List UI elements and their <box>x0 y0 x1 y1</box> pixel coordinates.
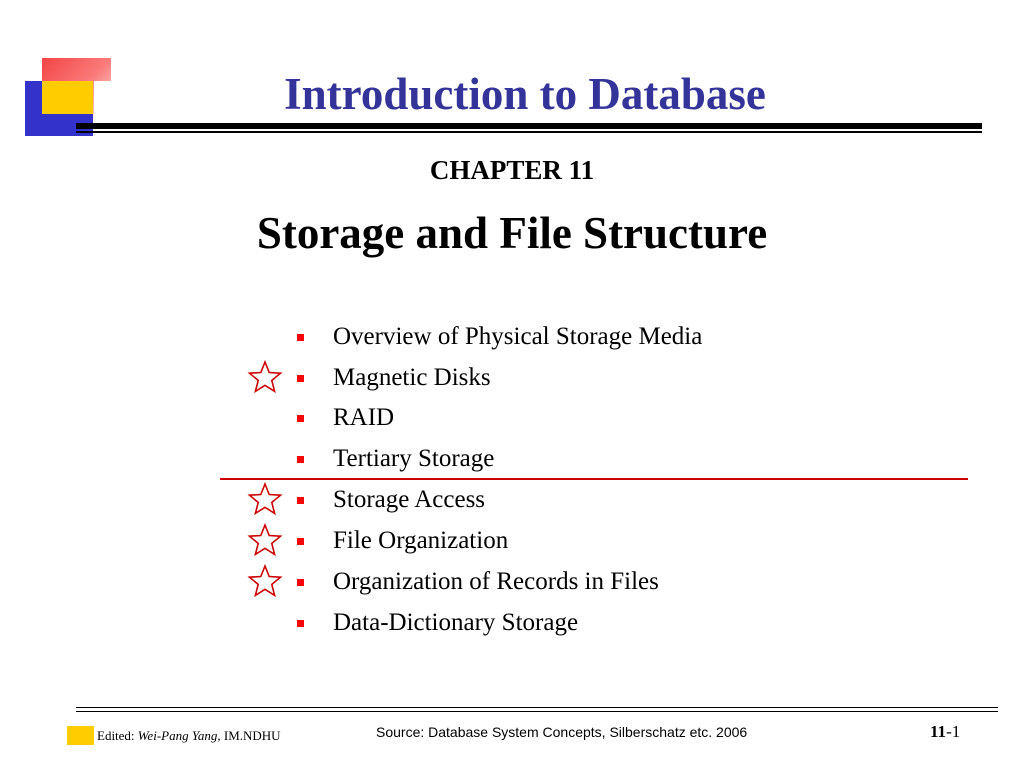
square-bullet-icon <box>297 375 304 382</box>
footer-source: Source: Database System Concepts, Silberschatz etc. 2006 <box>376 724 748 740</box>
page-suffix: -1 <box>946 722 961 741</box>
star-outline-icon <box>247 563 283 599</box>
square-bullet-icon <box>297 620 304 627</box>
topic-label: Data-Dictionary Storage <box>333 609 579 636</box>
square-bullet-icon <box>297 456 304 463</box>
topic-label: Storage Access <box>333 486 486 513</box>
slide-title: Introduction to Database <box>284 69 766 119</box>
section-divider <box>220 478 968 480</box>
square-bullet-icon <box>297 415 304 422</box>
star-outline-icon <box>247 359 283 395</box>
topic-item <box>0 604 1024 645</box>
topic-item <box>0 359 1024 400</box>
topic-item <box>0 522 1024 563</box>
square-bullet-icon <box>297 538 304 545</box>
footer-author: Wei-Pang Yang, <box>137 728 221 743</box>
star-outline-icon <box>247 522 283 558</box>
footer-yellow-square-icon <box>67 726 94 745</box>
logo-yellow-square-icon <box>42 81 93 114</box>
slide-subtitle: Storage and File Structure <box>256 208 768 258</box>
topic-label: RAID <box>333 404 395 431</box>
footer-edited-by <box>97 727 281 745</box>
star-outline-icon <box>247 481 283 517</box>
topic-label: Tertiary Storage <box>333 445 495 472</box>
footer-rule <box>76 711 998 712</box>
title-rule-thin <box>76 131 982 133</box>
topic-item <box>0 440 1024 481</box>
footer-edited-prefix: Edited: <box>97 728 138 743</box>
square-bullet-icon <box>297 497 304 504</box>
page-number <box>930 721 960 743</box>
square-bullet-icon <box>297 334 304 341</box>
topic-label: Magnetic Disks <box>333 364 491 391</box>
logo-white-gap <box>94 81 111 114</box>
topic-label: File Organization <box>333 527 509 554</box>
topic-item <box>0 563 1024 604</box>
square-bullet-icon <box>297 579 304 586</box>
topic-label: Organization of Records in Files <box>333 568 659 595</box>
page-chapter: 11 <box>930 722 947 741</box>
topic-item <box>0 481 1024 522</box>
footer-affiliation: IM.NDHU <box>220 728 281 743</box>
footer-rule <box>76 707 998 708</box>
topic-item <box>0 318 1024 359</box>
topic-item <box>0 399 1024 440</box>
topic-label: Overview of Physical Storage Media <box>333 323 703 350</box>
title-rule-thick <box>76 123 982 129</box>
chapter-label: CHAPTER 11 <box>429 155 595 185</box>
